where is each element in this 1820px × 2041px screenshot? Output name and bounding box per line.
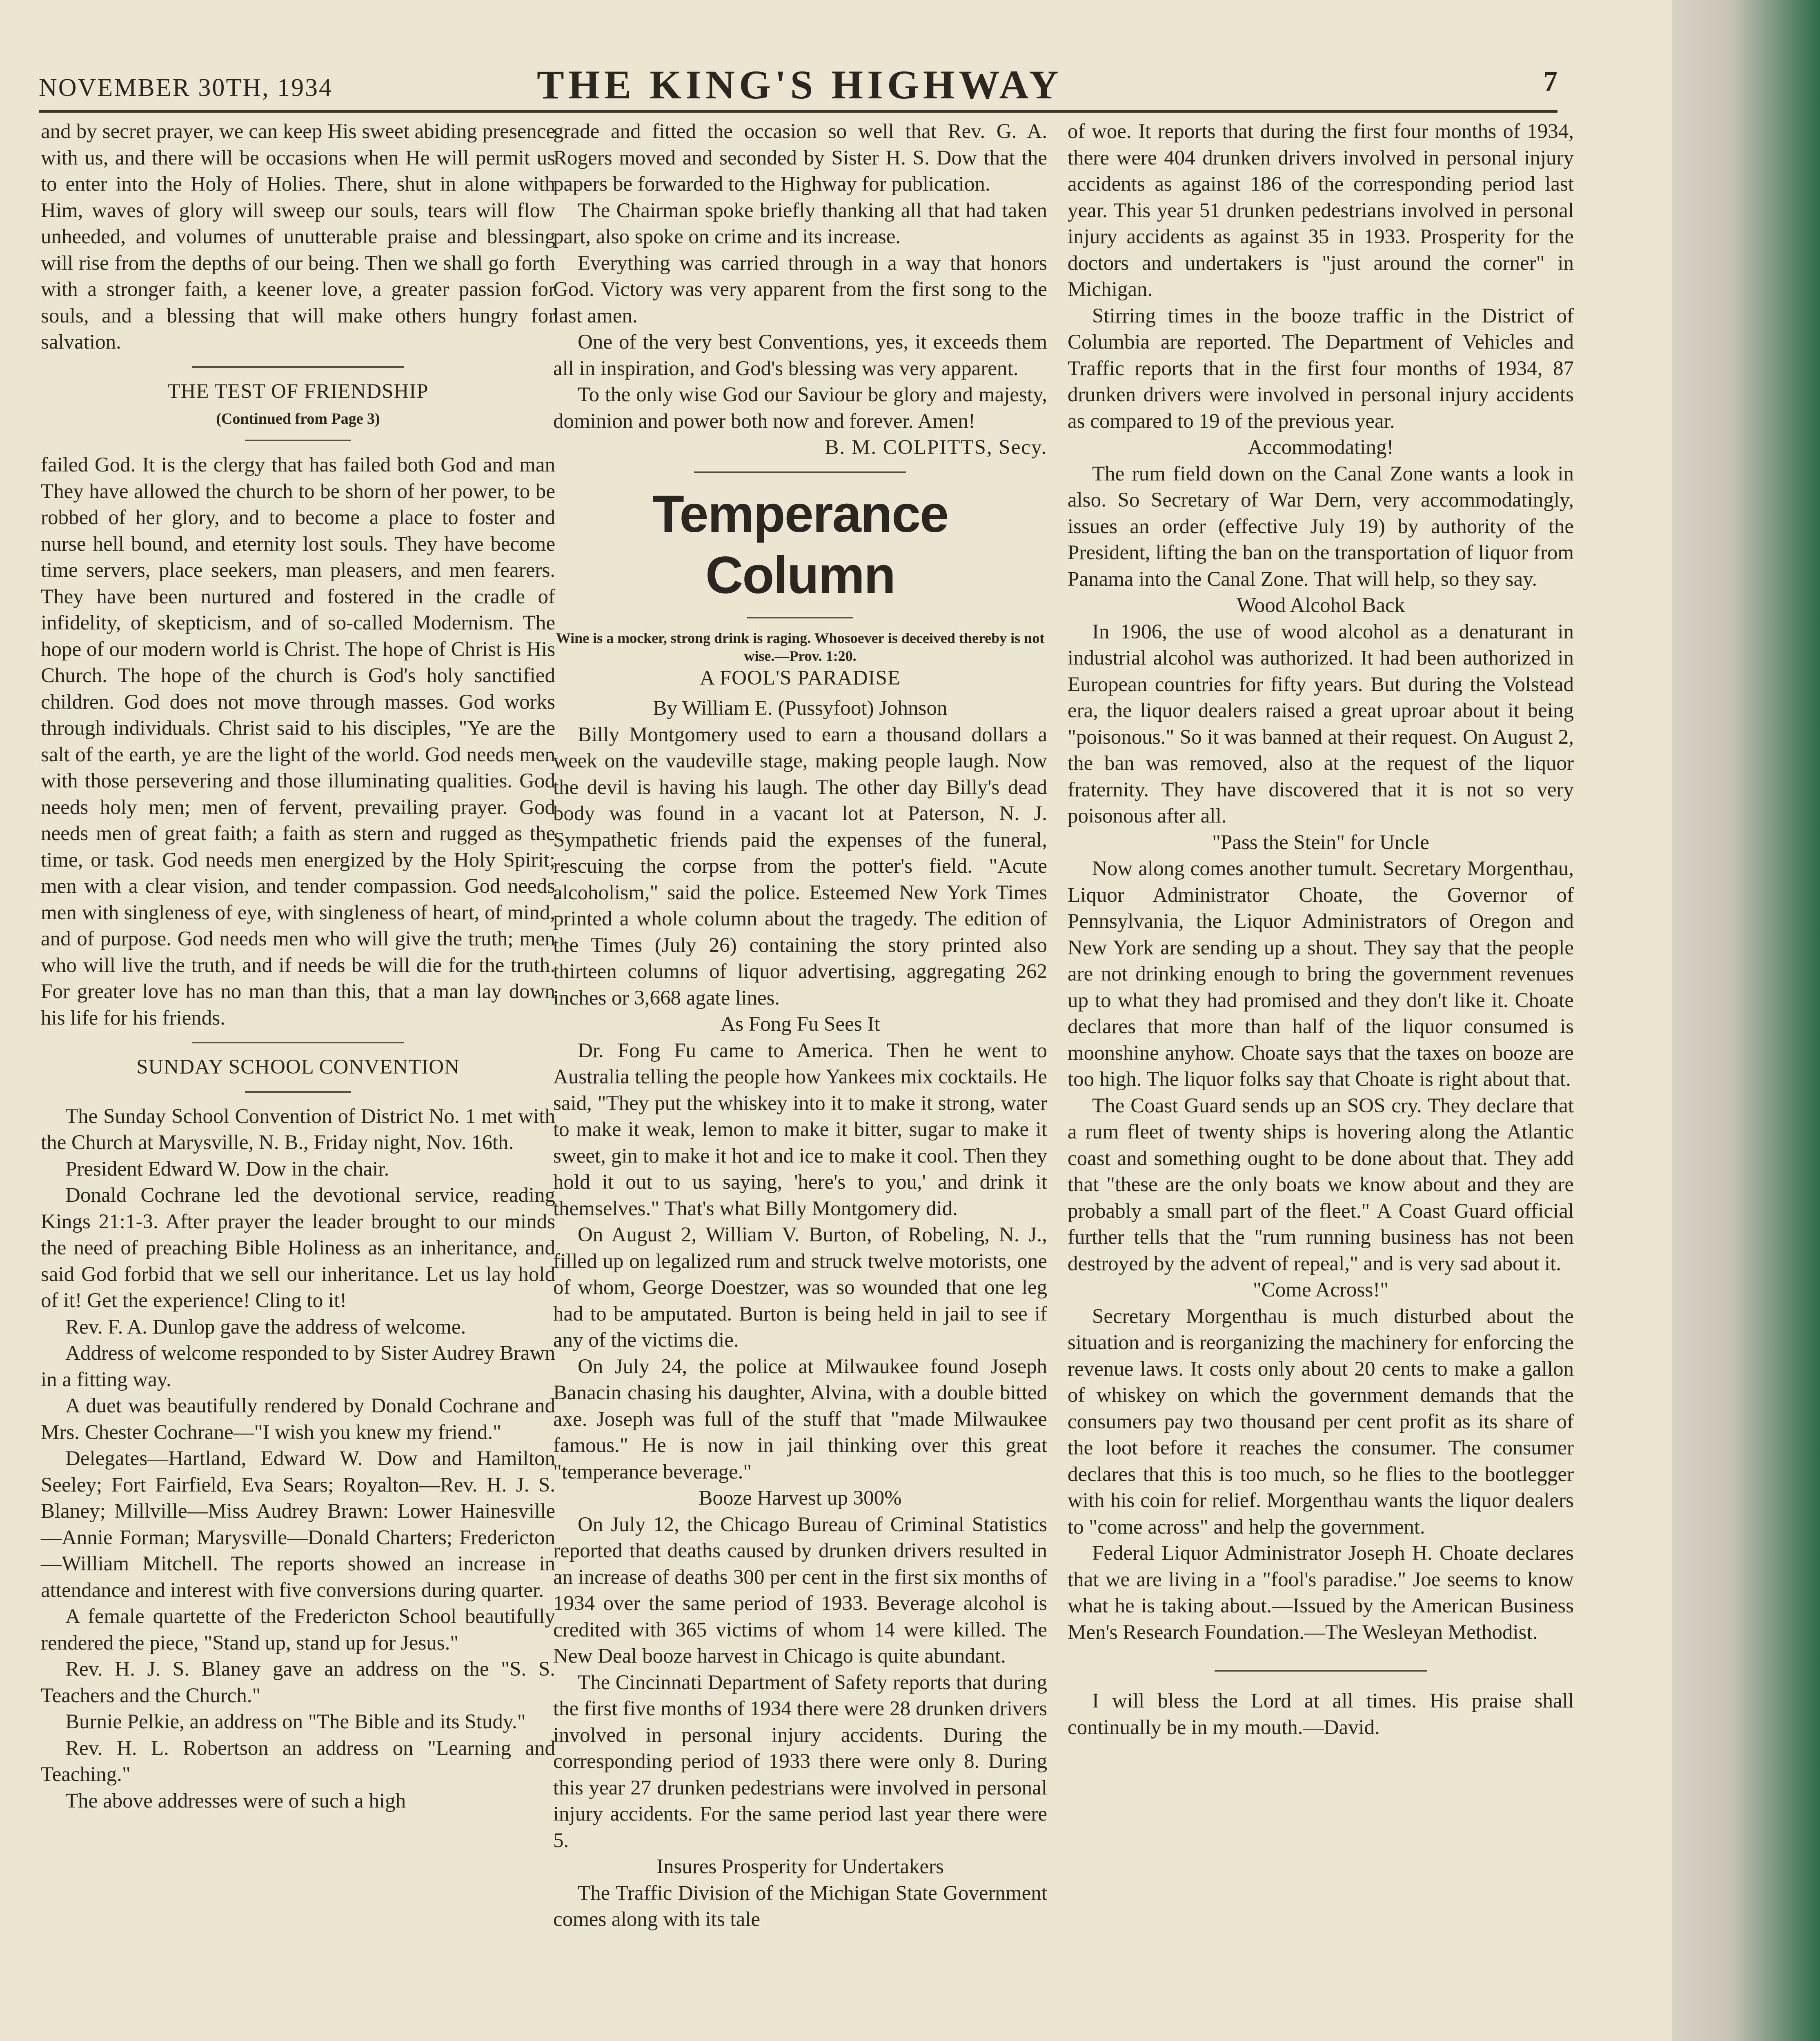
- convention-paragraph: To the only wise God our Saviour be glory and majesty, dominion and power both now and forever. Amen!: [553, 383, 1047, 433]
- temperance-column-title: Temperance Column: [652, 485, 948, 605]
- wood-alcohol-paragraph: In 1906, the use of wood alcohol as a denaturant in industrial alcohol was authorized. It had been authorized in European countries for fifty years. But during the Volstead era, the liquor dealers raised a great uproar about it being "poisonous." So it was banned at their request. On August 2, the ban was removed, also at the request of the liquor fraternity. They have discovered that it is not so very poisonous after all.: [1068, 620, 1574, 827]
- convention-paragraph: One of the very best Conventions, yes, it exceeds them all in inspiration, and God's blessing was very apparent.: [553, 331, 1047, 380]
- subheading-undertakers: Insures Prosperity for Undertakers: [656, 1855, 944, 1878]
- column-1: [41, 118, 555, 1814]
- continued-note: (Continued from Page 3): [216, 410, 380, 427]
- subheading-booze-harvest: Booze Harvest up 300%: [699, 1487, 902, 1510]
- convention-paragraph: Rev. F. A. Dunlop gave the address of welcome.: [65, 1315, 466, 1338]
- section-divider: [747, 617, 853, 618]
- district-paragraph: Stirring times in the booze traffic in the District of Columbia are reported. The Department of Vehicles and Traffic reports that in the first four months of 1934, 87 drunken drivers were involved in personal injury accidents as compared to 19 of the previous year.: [1068, 304, 1574, 433]
- come-across-paragraph: Federal Liquor Administrator Joseph H. Choate declares that we are living in a "fool's paradise." Joe seems to know what he is taking about.—Issued by the American Business Men's Research Foundation.—The Wesleyan Methodist.: [1068, 1542, 1574, 1644]
- masthead-title: THE KING'S HIGHWAY: [537, 62, 1063, 107]
- fong-paragraph: Dr. Fong Fu came to America. Then he went to Australia telling the people how Yankees mix cocktails. He said, "They put the whiskey into it to make it strong, water to make it weak, lemon to make it bitter, sugar to make it sweet, gin to make it hot and ice to make it cool. Then they hold it out to us saying, 'here's to you,' and drink it themselves." That's what Billy Montgomery did.: [553, 1039, 1047, 1220]
- column-3: [1068, 118, 1574, 1741]
- section-divider: [694, 471, 906, 473]
- page-header: [39, 61, 1557, 110]
- convention-paragraph: The Sunday School Convention of District No. 1 met with the Church at Marysville, N. B., Friday night, Nov. 16th.: [41, 1105, 555, 1154]
- convention-continuation: grade and fitted the occasion so well that Rev. G. A. Rogers moved and seconded by Sister H. S. Dow that the papers be forwarded to the Highway for publication.: [553, 120, 1047, 196]
- subheading-come-across: "Come Across!": [1253, 1278, 1389, 1301]
- convention-paragraph: Delegates—Hartland, Edward W. Dow and Hamilton Seeley; Fort Fairfield, Eva Sears; Royalton—Rev. H. J. S. Blaney; Millville—Miss Audrey Brawn: Lower Hainesville—Annie Forman; Marysville—Donald Charters; Fredericton—William Mitchell. The reports showed an increase in attendance and interest with five conversions during quarter.: [41, 1447, 555, 1602]
- booze-paragraph: On July 12, the Chicago Bureau of Criminal Statistics reported that deaths caused by drunken drivers resulted in an increase of deaths 300 per cent in the first six months of 1934 over the same period of 1933. Beverage alcohol is credited with 365 victims of whom 14 were killed. The New Deal booze harvest in Chicago is quite abundant.: [553, 1513, 1047, 1667]
- article-continuation: and by secret prayer, we can keep His sweet abiding presence with us, and there will be occasions when He will permit us to enter into the Holy of Holies. There, shut in alone with Him, waves of glory will sweep our souls, tears will flow unheeded, and volumes of unutterable praise and blessing will rise from the depths of our being. Then we shall go forth with a stronger faith, a keener love, a greater passion for souls, and a blessing that will make others hungry for salvation.: [41, 120, 555, 354]
- article-heading-convention: SUNDAY SCHOOL CONVENTION: [136, 1056, 460, 1078]
- stein-paragraph: The Coast Guard sends up an SOS cry. They declare that a rum fleet of twenty ships is hovering along the Atlantic coast and something ought to be done about that. They add that "these are the only boats we know about and they are probably a small part of the fleet." A Coast Guard official further tells that the "rum running business has not been destroyed by the advent of repeal," and is very sad about it.: [1068, 1094, 1574, 1275]
- convention-paragraph: A female quartette of the Fredericton School beautifully rendered the piece, "Stand up, stand up for Jesus.": [41, 1605, 555, 1654]
- come-across-paragraph: Secretary Morgenthau is much disturbed about the situation and is reorganizing the machinery for enforcing the revenue laws. It costs only about 20 cents to make a gallon of whiskey on which the government demands that the consumers pay two thousand per cent profit as its share of the loot before it reaches the consumer. The consumer declares that this is too much, so he flies to the bootlegger with his coin for relief. Morgenthau wants the liquor dealers to "come across" and help the government.: [1068, 1305, 1574, 1539]
- header-rule: [39, 110, 1557, 113]
- article-heading-fools-paradise: A FOOL'S PARADISE: [700, 666, 901, 689]
- convention-paragraph: Donald Cochrane led the devotional service, reading Kings 21:1-3. After prayer the leader brought to our minds the need of preaching Bible Holiness as an inheritance, and said God forbid that we sell our inheritance. Let us lay hold of it! Get the experience! Cling to it!: [41, 1184, 555, 1312]
- subheading-wood-alcohol: Wood Alcohol Back: [1236, 594, 1405, 617]
- convention-paragraph: Burnie Pelkie, an address on "The Bible and its Study.": [65, 1710, 526, 1733]
- article-body-fools-paradise: Billy Montgomery used to earn a thousand dollars a week on the vaudeville stage, making people laugh. Now the devil is having his laugh. The other day Billy's dead body was found in a vacant lot at Paterson, N. J. Sympathetic friends paid the expenses of the funeral, rescuing the corpse from the potter's field. "Acute alcoholism," said the police. Esteemed New York Times printed a whole column about the tragedy. The edition of the Times (July 26) containing the story printed also thirteen columns of liquor advertising, aggregating 262 inches or 3,668 agate lines.: [553, 723, 1047, 1009]
- article-heading-friendship: THE TEST OF FRIENDSHIP: [167, 380, 429, 403]
- article-body-friendship: failed God. It is the clergy that has failed both God and man They have allowed the church to be shorn of her power, to be robbed of her glory, and to become a place to foster and nurse hell bound, and eternity lost souls. They have become time servers, place seekers, man pleasers, and men fearers. They have been nurtured and fostered in the cradle of infidelity, of skepticism, and of so-called Modernism. The hope of our modern world is Christ. The hope of Christ is His Church. The hope of the church is God's holy sanctified children. God does not move through masses. God works through individuals. Christ said to his disciples, "Ye are the salt of the earth, ye are the light of the world. God needs men with those persevering and those illuminating qualities. God needs holy men; men of fervent, prevailing prayer. God needs men of great faith; a faith as stern and rugged as the time, or task. God needs men energized by the Holy Spirit; men with a clear vision, and tender compassion. God needs men with singleness of eye, with singleness of heart, of mind, and of purpose. God needs men who will give the truth; men who will live the truth, and if needs be will die for the truth. For greater love has no man than this, that a man lay down his life for his friends.: [41, 454, 555, 1029]
- article-byline: By William E. (Pussyfoot) Johnson: [653, 697, 948, 720]
- convention-paragraph: Address of welcome responded to by Sister Audrey Brawn in a fitting way.: [41, 1342, 555, 1391]
- undertakers-continuation: of woe. It reports that during the first four months of 1934, there were 404 drunken drivers involved in personal injury accidents as against 186 of the corresponding period last year. This year 51 drunken pedestrians involved in personal injury accidents as against 35 in 1933. Prosperity for the doctors and undertakers is "just around the corner" in Michigan.: [1068, 120, 1574, 301]
- book-binding-edge: [1672, 0, 1820, 2041]
- convention-paragraph: Rev. H. J. S. Blaney gave an address on the "S. S. Teachers and the Church.": [41, 1658, 555, 1707]
- section-divider: [192, 1042, 404, 1043]
- convention-paragraph: The above addresses were of such a high: [65, 1789, 406, 1812]
- subheading-pass-the-stein: "Pass the Stein" for Uncle: [1212, 831, 1429, 854]
- undertakers-paragraph: The Traffic Division of the Michigan State Government comes along with its tale: [553, 1881, 1047, 1931]
- convention-paragraph: A duet was beautifully rendered by Donald Cochrane and Mrs. Chester Cochrane—"I wish you knew my friend.": [41, 1394, 555, 1444]
- section-divider: [245, 1091, 351, 1093]
- convention-paragraph: The Chairman spoke briefly thanking all that had taken part, also spoke on crime and its increase.: [553, 199, 1047, 248]
- fong-paragraph: On August 2, William V. Burton, of Robeling, N. J., filled up on legalized rum and struck twelve motorists, one of whom, George Doestzer, was so wounded that one leg had to be amputated. Burton is being held in jail to see if any of the victims die.: [553, 1223, 1047, 1352]
- convention-paragraph: Rev. H. L. Robertson an address on "Learning and Teaching.": [41, 1736, 555, 1786]
- section-divider: [1215, 1670, 1427, 1672]
- scripture-motto: Wine is a mocker, strong drink is raging. Whosoever is deceived thereby is not wise.—Prov. 1:20.: [556, 629, 1045, 664]
- convention-paragraph: President Edward W. Dow in the chair.: [65, 1157, 389, 1181]
- stein-paragraph: Now along comes another tumult. Secretary Morgenthau, Liquor Administrator Choate, the Governor of Pennsylvania, the Liquor Administrators of Oregon and New York are sending up a shout. They say that the people are not drinking enough to bring the government revenues up to what they had promised and they don't like it. Choate declares that more than half of the liquor consumed is moonshine anyhow. Choate says that the taxes on booze are too high. The liquor folks say that Choate is right about that.: [1068, 857, 1574, 1091]
- section-divider: [245, 440, 351, 441]
- booze-paragraph: The Cincinnati Department of Safety reports that during the first five months of 1934 there were 28 drunken drivers involved in personal injury accidents. During the corresponding period of 1933 there were only 8. During this year 27 drunken pedestrians were involved in personal injury accidents. For the same period last year there were 5.: [553, 1671, 1047, 1852]
- column-2: [553, 118, 1047, 1933]
- section-divider: [192, 366, 404, 368]
- subheading-fong-fu: As Fong Fu Sees It: [720, 1013, 880, 1036]
- issue-date: NOVEMBER 30TH, 1934: [39, 74, 333, 102]
- convention-paragraph: Everything was carried through in a way that honors God. Victory was very apparent from the first song to the last amen.: [553, 251, 1047, 327]
- fong-paragraph: On July 24, the police at Milwaukee found Joseph Banacin chasing his daughter, Alvina, with a double bitted axe. Joseph was full of the stuff that "made Milwaukee famous." He is now in jail thinking over this great "temperance beverage.": [553, 1355, 1047, 1483]
- subheading-accommodating: Accommodating!: [1248, 436, 1394, 459]
- page-number: 7: [1543, 66, 1557, 97]
- canal-zone-paragraph: The rum field down on the Canal Zone wants a look in also. So Secretary of War Dern, very accommodatingly, issues an order (effective July 19) by authority of the President, lifting the ban on the transportation of liquor from Panama into the Canal Zone. That will help, so they say.: [1068, 462, 1574, 591]
- closing-scripture-quote: I will bless the Lord at all times. His praise shall continually be in my mouth.—David.: [1068, 1690, 1574, 1739]
- secretary-signature: B. M. COLPITTS, Secy.: [825, 436, 1047, 459]
